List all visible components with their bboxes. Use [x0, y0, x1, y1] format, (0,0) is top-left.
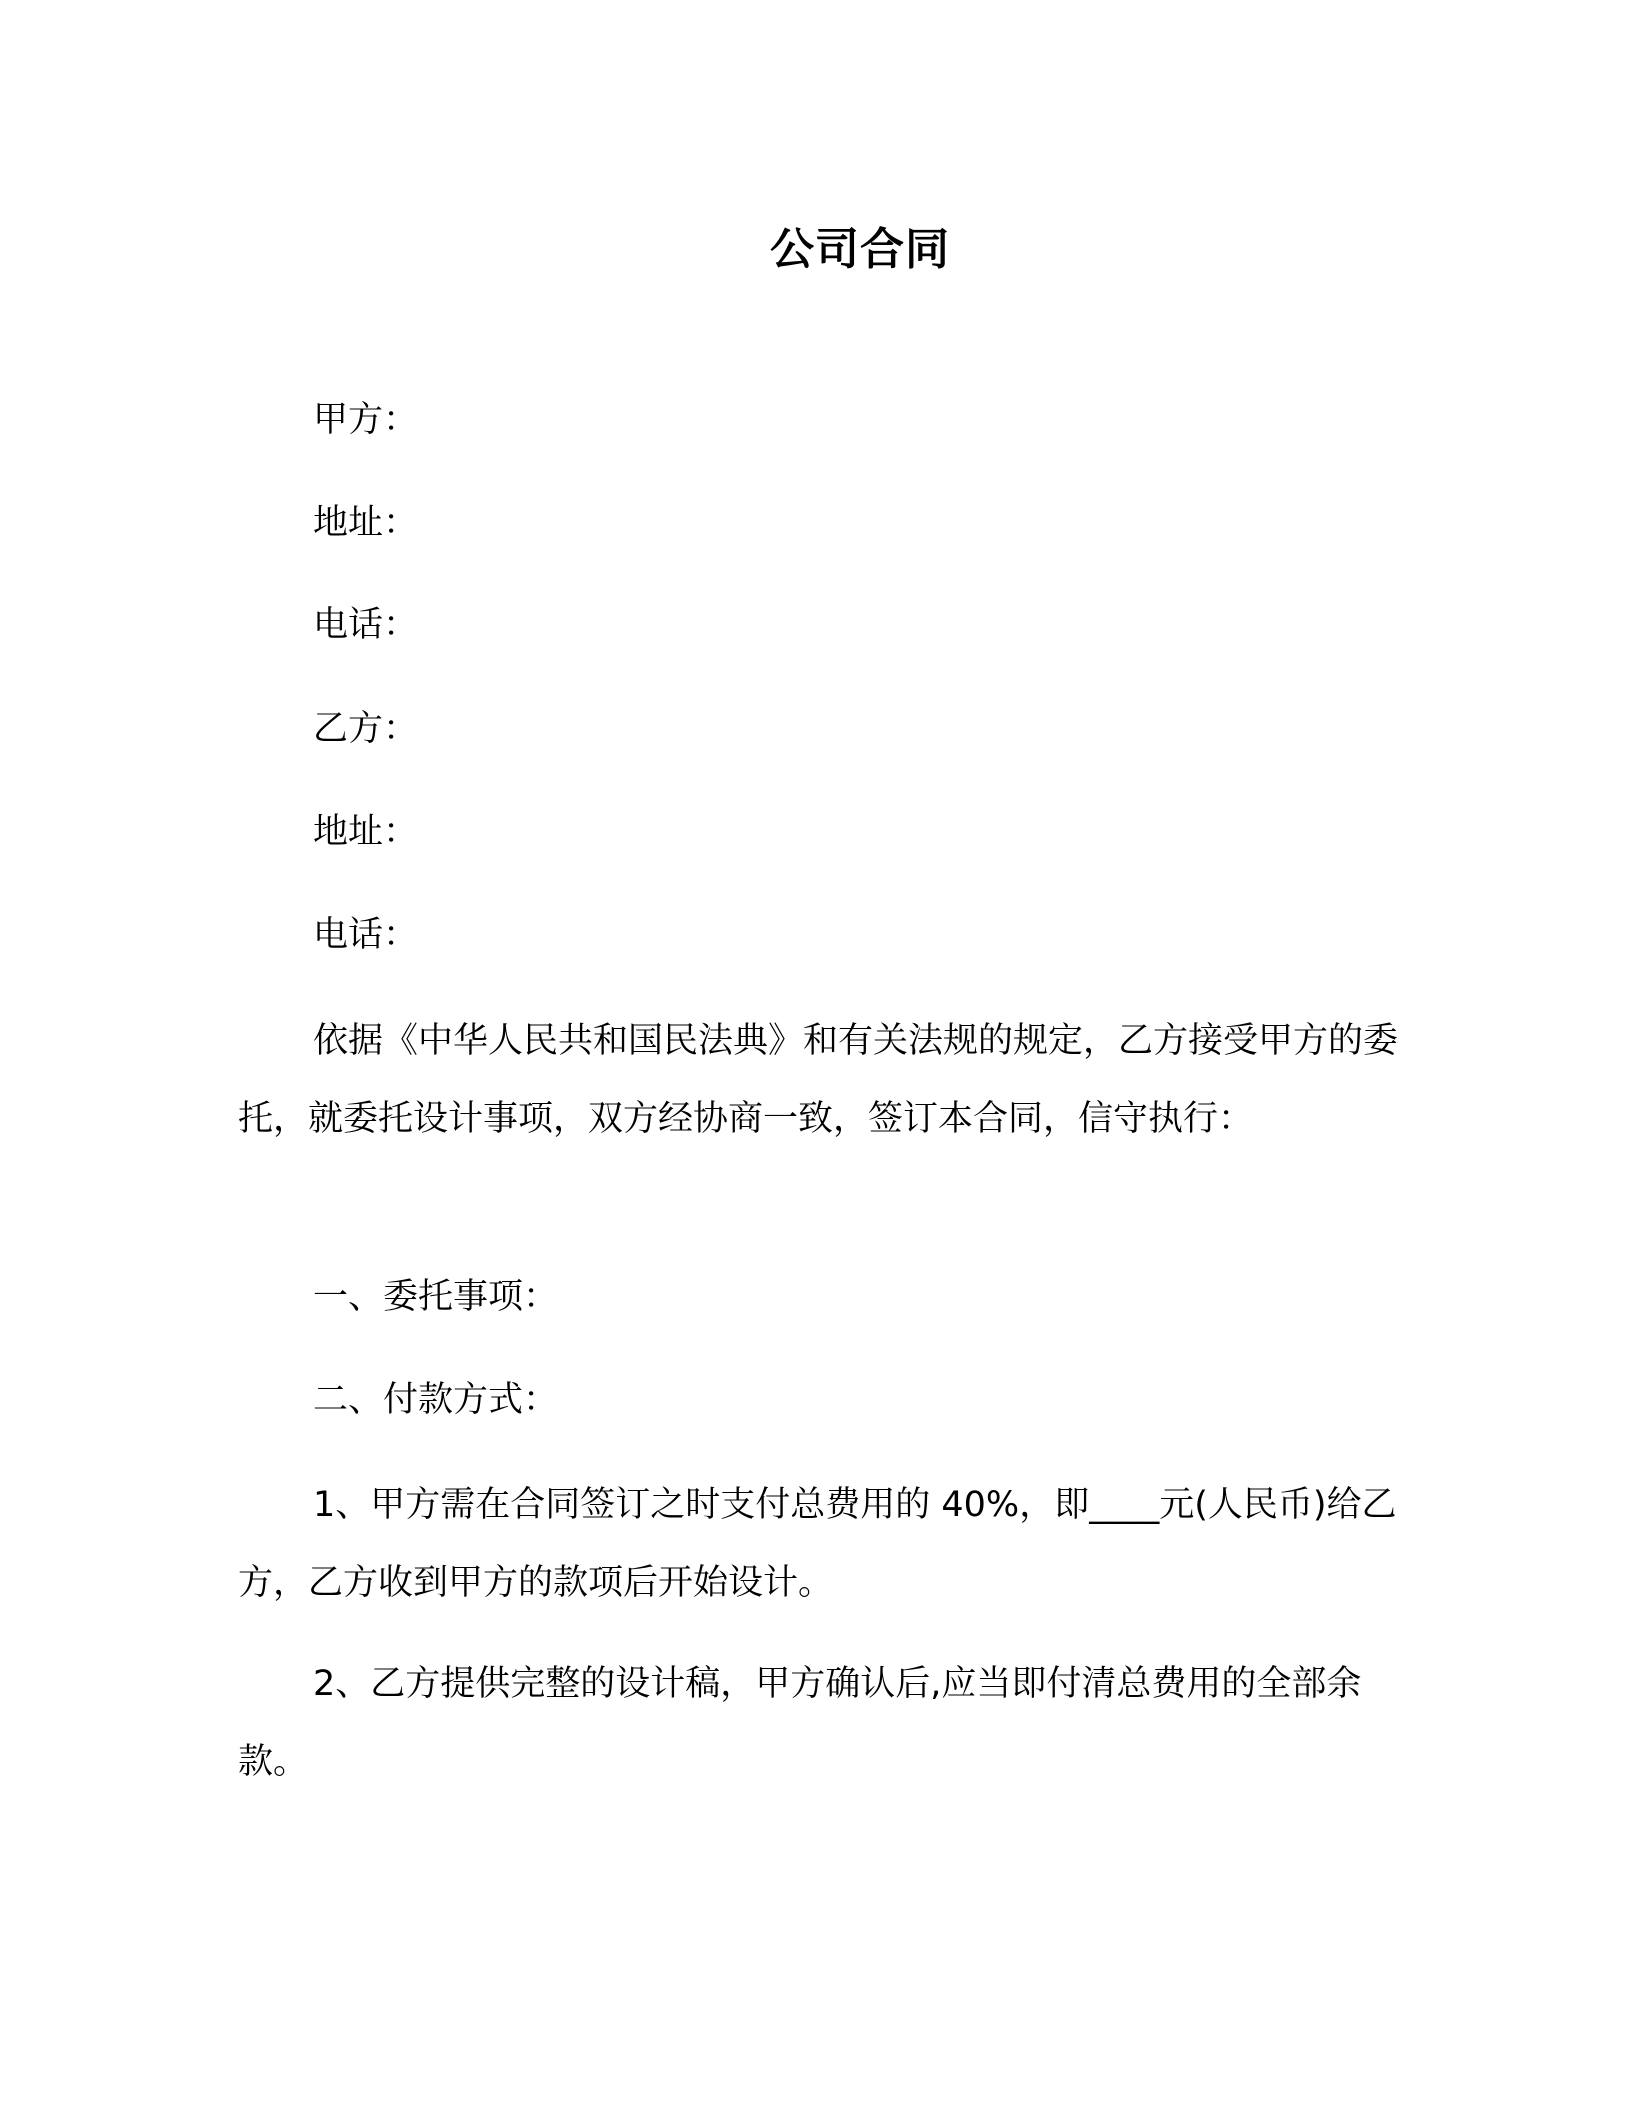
- party-b-name-label: 乙方：: [313, 709, 419, 749]
- party-a-address-label: 地址：: [313, 503, 419, 543]
- document-title: 公司合同: [770, 224, 950, 275]
- section-heading-entrusted-matters: 一、委托事项：: [313, 1277, 559, 1317]
- preamble-paragraph: 依据《中华人民共和国民法典》和有关法规的规定，乙方接受甲方的委托，就委托设计事项，双方经协商一致，签订本合同，信守执行：: [238, 1021, 1399, 1139]
- party-a-name-label: 甲方：: [313, 400, 419, 440]
- payment-term-2: 2、乙方提供完整的设计稿，甲方确认后,应当即付清总费用的全部余款。: [238, 1664, 1362, 1782]
- party-b-phone-label: 电话：: [313, 915, 419, 955]
- party-a-phone-label: 电话：: [313, 605, 419, 645]
- payment-term-1: 1、甲方需在合同签订之时支付总费用的 40%，即____元(人民币)给乙方，乙方收到甲方的款项后开始设计。: [238, 1485, 1397, 1603]
- party-b-address-label: 地址：: [313, 812, 419, 852]
- section-heading-payment-method: 二、付款方式：: [313, 1380, 559, 1420]
